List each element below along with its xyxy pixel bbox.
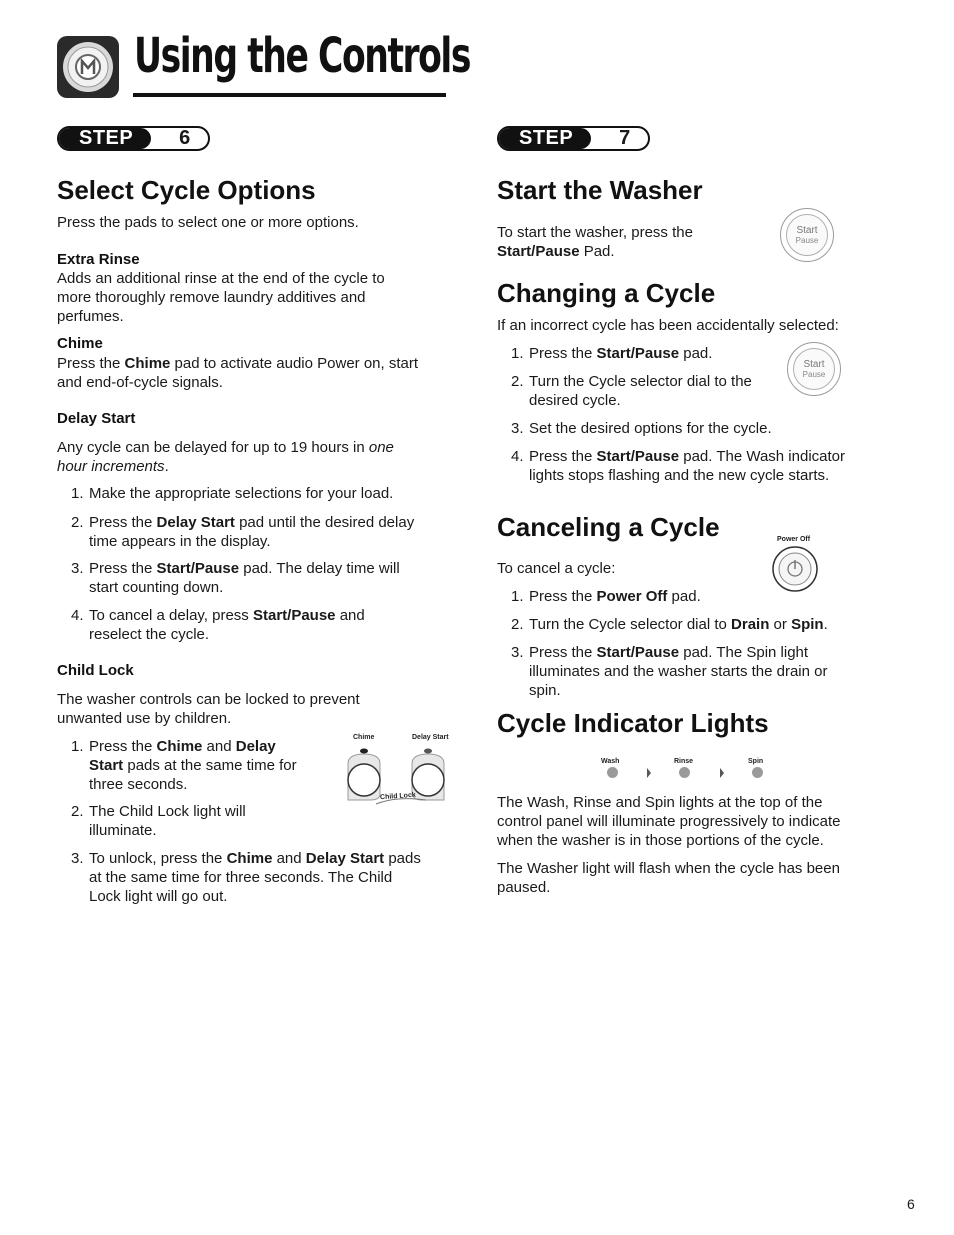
brand-logo-icon [57, 36, 119, 98]
step-number: 7 [619, 127, 631, 149]
title-underline [133, 93, 446, 97]
list-item: 2. Press the Delay Start pad until the desired delay time appears in the display. [71, 514, 415, 550]
canceling-intro: To cancel a cycle: [497, 560, 616, 577]
extra-rinse-title: Extra Rinse [57, 251, 140, 268]
list-item: 1. Make the appropriate selections for your load. [71, 485, 394, 502]
child-lock-intro: The washer controls can be locked to prevent unwanted use by children. [57, 691, 360, 727]
chime-title: Chime [57, 335, 103, 352]
power-off-pad-icon [771, 546, 819, 592]
section-heading-start-washer: Start the Washer [497, 175, 703, 205]
list-item: 2. Turn the Cycle selector dial to Drain or Spin. [511, 616, 828, 633]
start-pause-pad-icon: Start Pause [787, 342, 841, 396]
start-pause-pad-icon: Start Pause [780, 208, 834, 262]
list-item: 3. Set the desired options for the cycle. [511, 420, 772, 437]
wash-light-label: Wash [601, 758, 620, 765]
changing-intro: If an incorrect cycle has been accidentally selected: [497, 317, 839, 334]
delay-start-intro: Any cycle can be delayed for up to 19 hours in one hour increments. [57, 439, 394, 475]
child-lock-title: Child Lock [57, 662, 134, 679]
step-label: STEP [499, 128, 591, 149]
delay-start-title: Delay Start [57, 410, 136, 427]
list-item: 4. To cancel a delay, press Start/Pause and reselect the cycle. [71, 607, 365, 643]
step-number: 6 [179, 127, 191, 149]
step-label: STEP [59, 128, 151, 149]
list-item: 1. Press the Chime and Delay Start pads at the same time for three seconds. [71, 738, 297, 793]
chime-label: Chime [353, 734, 375, 741]
power-off-label: Power Off [777, 536, 811, 543]
list-item: 3. Press the Start/Pause pad. The delay time will start counting down. [71, 560, 400, 596]
spin-light-icon [752, 767, 763, 778]
page-number: 6 [907, 1196, 915, 1212]
child-lock-label: Child Lock [379, 791, 416, 802]
list-item: 3. To unlock, press the Chime and Delay Start pads at the same time for three seconds. The Child Lock light will go out. [71, 850, 421, 905]
start-washer-text: To start the washer, press the Start/Pause Pad. [497, 224, 693, 260]
list-item: 2. The Child Lock light will illuminate. [71, 803, 246, 839]
arrow-right-icon [647, 768, 651, 778]
arrow-right-icon [720, 768, 724, 778]
list-item: 4. Press the Start/Pause pad. The Wash indicator lights stops flashing and the new cycle starts. [511, 448, 846, 484]
indicator-paragraph-1: The Wash, Rinse and Spin lights at the top of the control panel will illuminate progressively to indicate when the washer is in those portions of the cycle. [497, 794, 841, 849]
page-title: Using the Controls [134, 28, 470, 84]
chime-text: Press the Chime pad to activate audio Power on, start and end-of-cycle signals. [57, 355, 419, 391]
extra-rinse-text: Adds an additional rinse at the end of the cycle to more thoroughly remove laundry additives and perfumes. [57, 270, 385, 325]
list-item: 3. Press the Start/Pause pad. The Spin light illuminates and the washer starts the drain or spin. [511, 644, 828, 699]
rinse-light-icon [679, 767, 690, 778]
list-item: 1. Press the Power Off pad. [511, 588, 701, 605]
section-heading-cycle-indicator: Cycle Indicator Lights [497, 708, 769, 738]
list-item: 1. Press the Start/Pause pad. [511, 345, 713, 362]
indicator-paragraph-2: The Washer light will flash when the cycle has been paused. [497, 860, 840, 896]
section-heading-select-options: Select Cycle Options [57, 175, 316, 205]
section-heading-canceling-cycle: Canceling a Cycle [497, 512, 720, 542]
step-7-badge [497, 126, 650, 151]
intro-text: Press the pads to select one or more options. [57, 214, 359, 231]
step-6-badge [57, 126, 210, 151]
spin-light-label: Spin [748, 758, 764, 765]
section-heading-changing-cycle: Changing a Cycle [497, 278, 716, 308]
rinse-light-label: Rinse [674, 758, 694, 765]
delay-start-label: Delay Start [412, 734, 449, 741]
wash-light-icon [607, 767, 618, 778]
list-item: 2. Turn the Cycle selector dial to the desired cycle. [511, 373, 752, 409]
child-lock-diagram [340, 730, 460, 808]
